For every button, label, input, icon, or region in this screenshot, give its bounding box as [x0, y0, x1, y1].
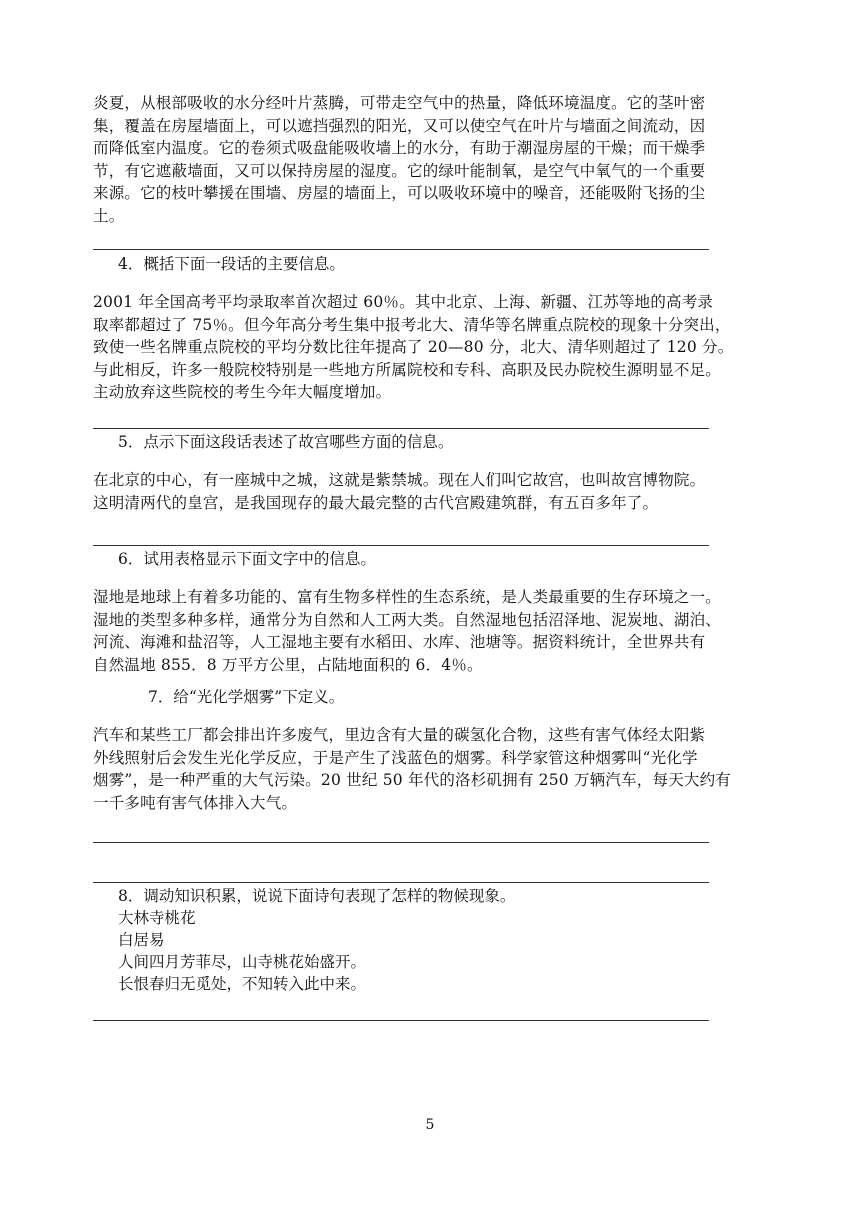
text-line: 一千多吨有害气体排入大气。 [93, 793, 298, 812]
text-line: 土。 [93, 206, 125, 225]
text-line: 炎夏，从根部吸收的水分经叶片蒸腾，可带走空气中的热量，降低环境温度。它的茎叶密 [93, 94, 706, 112]
text-line: 2001 年全国高考平均录取率首次超过 60％。其中北京、上海、新疆、江苏等地的高考录 [93, 293, 714, 311]
passage-vine-benefits [93, 92, 773, 227]
text-line: 集，覆盖在房屋墙面上，可以遮挡强烈的阳光，又可以使空气在叶片与墙面之间流动，因 [93, 116, 706, 135]
text-line: 这明清两代的皇宫，是我国现存的最大最完整的古代宫殿建筑群，有五百多年了。 [93, 493, 659, 512]
text-line: 取率都超过了 75％。但今年高分考生集中报考北大、清华等名牌重点院校的现象十分突出， [93, 315, 731, 334]
text-line: 节，有它遮蔽墙面，又可以保持房屋的湿度。它的绿叶能制氧，是空气中氧气的一个重要 [93, 161, 706, 180]
question-7-passage [93, 724, 773, 814]
question-7-prompt: 7．给“光化学烟雾”下定义。 [148, 688, 345, 706]
text-line: 烟雾”，是一种严重的大气污染。20 世纪 50 年代的洛杉矶拥有 250 万辆汽车，每天大约有 [93, 771, 731, 789]
page-number: 5 [425, 1117, 435, 1133]
answer-line [93, 249, 709, 250]
question-6-passage [93, 586, 773, 676]
poem-author: 白居易 [118, 931, 165, 949]
answer-line [93, 842, 709, 843]
text-line: 主动放弃这些院校的考生今年大幅度增加。 [93, 383, 392, 401]
answer-line [93, 1020, 709, 1021]
poem-line: 人间四月芳菲尽，山寺桃花始盛开。 [118, 953, 367, 971]
answer-line [93, 545, 709, 546]
poem-title: 大林寺桃花 [118, 909, 196, 927]
question-4-prompt: 4．概括下面一段话的主要信息。 [118, 255, 345, 273]
text-line: 湿地的类型多种多样，通常分为自然和人工两大类。自然湿地包括沼泽地、泥炭地、湖泊、 [93, 610, 722, 629]
poem [118, 907, 366, 995]
question-8-prompt: 8．调动知识积累，说说下面诗句表现了怎样的物候现象。 [118, 887, 516, 905]
text-line: 而降低室内温度。它的卷须式吸盘能吸收墙上的水分，有助于潮湿房屋的干燥；而干燥季 [93, 139, 706, 157]
question-4-passage [93, 291, 773, 404]
answer-line [93, 882, 709, 883]
question-6-prompt: 6．试用表格显示下面文字中的信息。 [118, 550, 376, 568]
text-line: 来源。它的枝叶攀援在围墙、房屋的墙面上，可以吸收环境中的噪音，还能吸附飞扬的尘 [93, 184, 706, 202]
text-line: 致使一些名牌重点院校的平均分数比往年提高了 20—80 分，北大、清华则超过了 120 分。 [93, 338, 734, 356]
poem-line: 长恨春归无觅处，不知转入此中来。 [118, 975, 367, 993]
text-line: 河流、海滩和盐沼等，人工湿地主要有水稻田、水库、池塘等。据资料统计，全世界共有 [93, 633, 706, 651]
answer-line [93, 428, 709, 429]
text-line: 在北京的中心，有一座城中之城，这就是紫禁城。现在人们叫它故宫，也叫故宫博物院。 [93, 471, 706, 489]
text-line: 自然温地 855．8 万平方公里，占陆地面积的 6．4％。 [93, 655, 483, 674]
text-line: 与此相反，许多一般院校特别是一些地方所属院校和专科、高职及民办院校生源明显不足。 [93, 360, 722, 379]
text-line: 外线照射后会发生光化学反应，于是产生了浅蓝色的烟雾。科学家管这种烟雾叫“光化学 [93, 748, 698, 767]
text-line: 汽车和某些工厂都会排出许多废气，里边含有大量的碳氢化合物，这些有害气体经太阳紫 [93, 726, 706, 744]
question-5-passage [93, 469, 773, 514]
question-5-prompt: 5．点示下面这段话表述了故宫哪些方面的信息。 [118, 433, 454, 451]
text-line: 湿地是地球上有着多功能的、富有生物多样性的生态系统，是人类最重要的生存环境之一。 [93, 588, 722, 606]
